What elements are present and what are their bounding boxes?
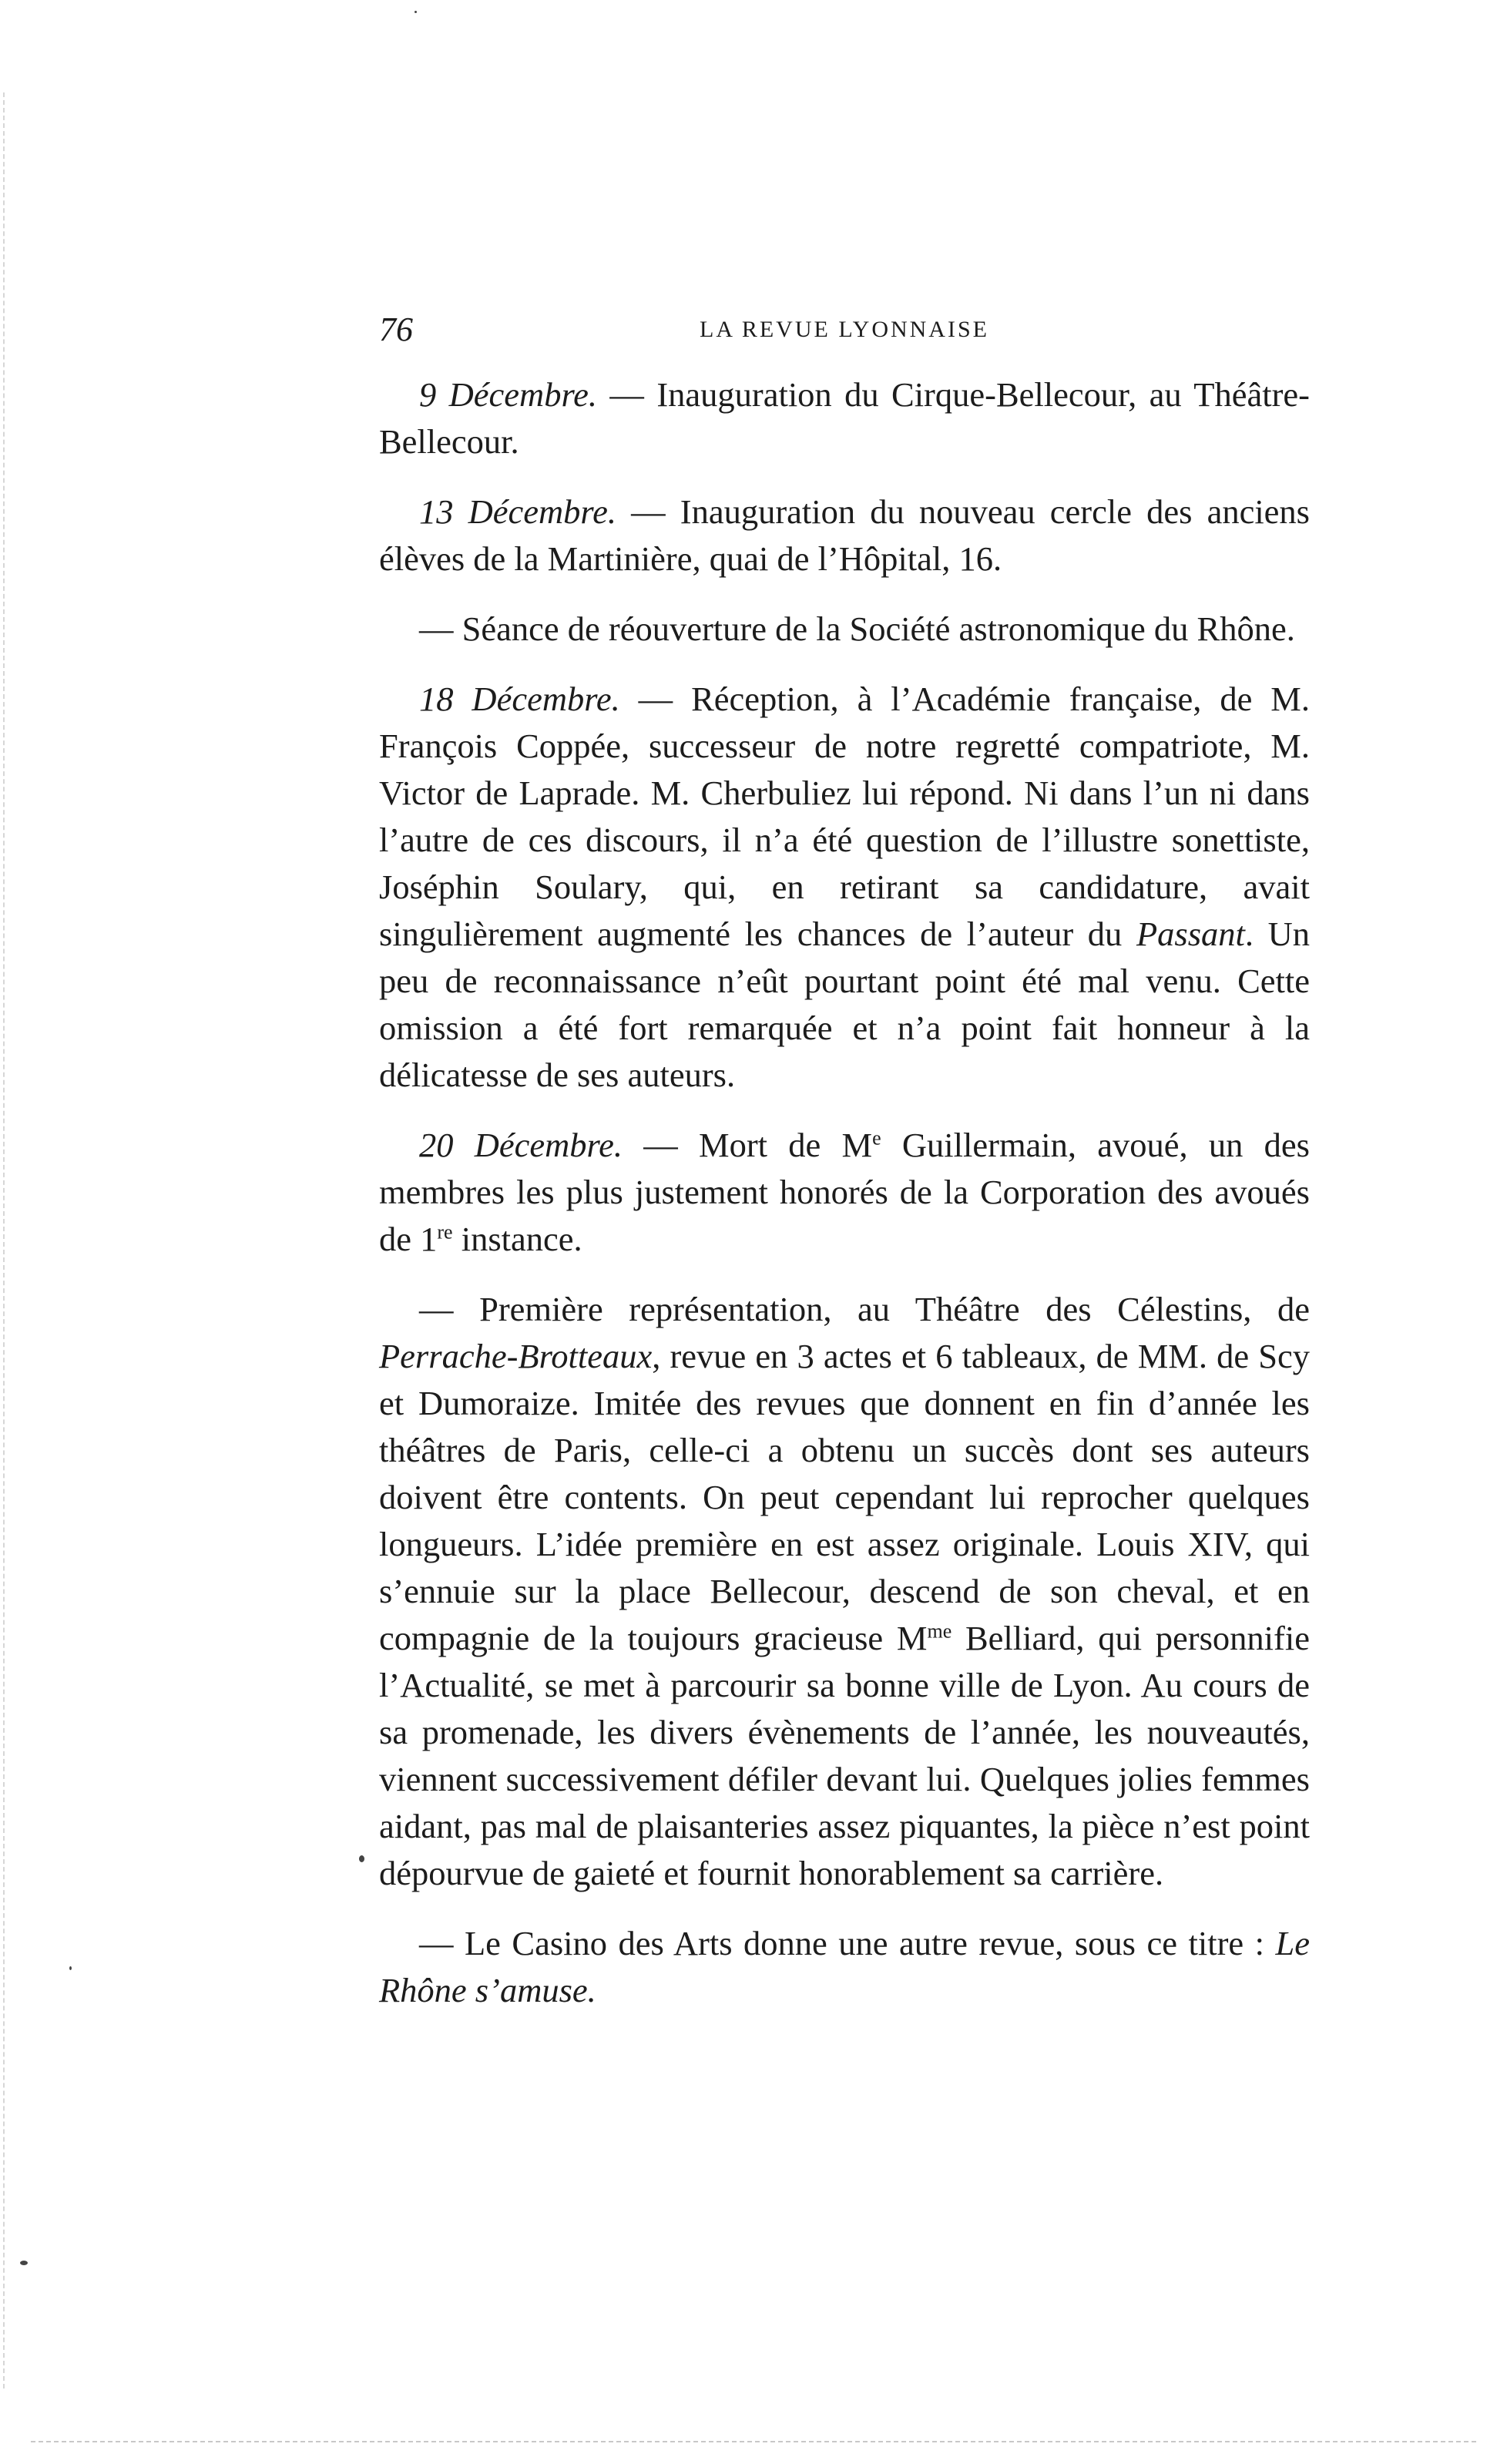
work-title: Passant	[1136, 915, 1245, 953]
entry-text: — Réception, à l’Académie française, de M. François Coppée, successeur de notre regretté compatriote, M. Victor de Laprade. M. Cherbuliez lui répond. Ni dans l’un ni dans l’autre de ces discours, il n’a été question de l’illustre sonettiste, Joséphin Soulary, qui, en retirant sa candidature, avait singulièrement augmenté les chances de l’auteur du	[379, 680, 1310, 953]
entry-text: — Inauguration du Cirque-Bellecour, au Théâtre-Bellecour.	[379, 375, 1310, 461]
entry-date: 13 Décembre.	[419, 492, 616, 531]
entry-text: — Séance de réouverture de la Société astronomique du Rhône.	[419, 609, 1295, 648]
scan-speck	[415, 11, 417, 13]
entry-20-decembre	[379, 1122, 1310, 1263]
scan-margin-edge	[3, 92, 5, 2388]
work-title: Perrache-Brotteaux	[379, 1337, 653, 1375]
entry-18-decembre	[379, 676, 1310, 1099]
entry-date: 9 Décembre.	[419, 375, 597, 414]
entry-text: , revue en 3 actes et 6 tableaux, de MM. de Scy et Dumoraize. Imitée des revues que donnent en fin d’année les théâtres de Paris, celle-ci a obtenu un succès dont ses auteurs doivent être contents. On peut cependant lui reprocher quelques longueurs. L’idée première en est assez originale. Louis XIV, qui s’ennuie sur la place Bellecour, descend de son cheval, et en compagnie de la toujours gracieuse M	[379, 1337, 1310, 1657]
superscript: me	[927, 1620, 952, 1643]
entry-date: 20 Décembre.	[419, 1126, 623, 1164]
entry-text: — Première représentation, au Théâtre des Célestins, de	[419, 1290, 1310, 1328]
entry-date: 18 Décembre.	[419, 680, 620, 718]
entry-text: Guillermain, avoué, un des membres les plus justement honorés de la Corporation des avoués de 1	[379, 1126, 1310, 1258]
running-head: LA REVUE LYONNAISE	[700, 317, 989, 342]
entry-premiere-representation	[379, 1286, 1310, 1897]
superscript: re	[437, 1220, 453, 1244]
entry-text: . Un peu de reconnaissance n’eût pourtant point été mal venu. Cette omission a été fort remarquée et n’a point fait honneur à la délicatesse de ses auteurs.	[379, 915, 1311, 1094]
entry-text: — Le Casino des Arts donne une autre revue, sous ce titre :	[419, 1924, 1276, 1962]
scan-speck	[359, 1855, 364, 1862]
scan-speck	[20, 2261, 28, 2265]
scan-speck	[69, 1966, 72, 1970]
entry-text: — Inauguration du nouveau cercle des anciens élèves de la Martinière, quai de l’Hôpital, 16.	[379, 492, 1310, 578]
page-number: 76	[379, 311, 413, 348]
page-body	[379, 371, 1310, 2014]
scan-bottom-edge	[31, 2441, 1476, 2442]
superscript: e	[872, 1126, 881, 1150]
work-title: Le Rhône s’amuse.	[379, 1924, 1310, 2009]
entry-seance-reouverture	[379, 606, 1310, 653]
page-header	[379, 307, 1310, 353]
entry-casino-des-arts	[379, 1920, 1310, 2014]
entry-9-decembre	[379, 371, 1310, 465]
entry-text: instance.	[452, 1220, 582, 1258]
entry-13-decembre	[379, 488, 1310, 582]
entry-text: — Mort de M	[623, 1126, 873, 1164]
entry-text: Belliard, qui personnifie l’Actualité, se met à parcourir sa bonne ville de Lyon. Au cours de sa promenade, les divers évènements de l’année, les nouveautés, viennent successivement défiler devant lui. Quelques jolies femmes aidant, pas mal de plaisanteries assez piquantes, la pièce n’est point dépourvue de gaieté et fournit honorablement sa carrière.	[379, 1619, 1310, 1892]
